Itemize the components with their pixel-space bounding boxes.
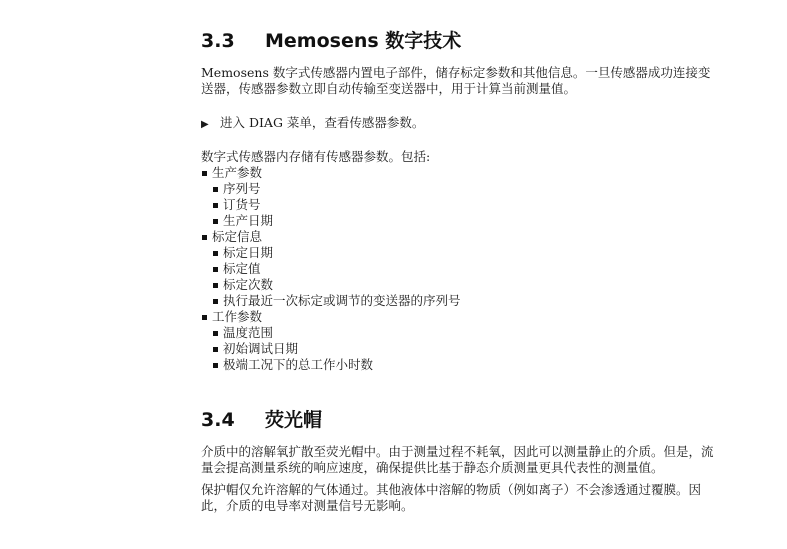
action-step — [201, 115, 721, 133]
section-paragraph: 保护帽仅允许溶解的气体通过。其他液体中溶解的物质（例如离子）不会渗透通过覆膜。因此，介质的电导率对测量信号无影响。 — [201, 482, 702, 513]
list-item: 标定日期 — [212, 245, 721, 261]
list-intro: 数字式传感器内存储有传感器参数。包括: — [201, 149, 431, 164]
list-item — [201, 229, 721, 309]
group-label: 工作参数 — [212, 309, 263, 324]
list-item — [201, 165, 721, 229]
section-number: 3.3 — [201, 30, 235, 52]
arrow-right-icon: ▶ — [201, 119, 209, 130]
section-heading-3-4 — [201, 405, 721, 432]
list-item: 执行最近一次标定或调节的变送器的序列号 — [212, 293, 721, 309]
document-page — [201, 26, 721, 514]
section-title: Memosens 数字技术 — [265, 30, 462, 52]
list-item: 生产日期 — [212, 213, 721, 229]
list-item: 订货号 — [212, 197, 721, 213]
list-item: 极端工况下的总工作小时数 — [212, 357, 721, 373]
section-heading-3-3 — [201, 26, 721, 53]
group-label: 生产参数 — [212, 165, 263, 180]
section-title: 荧光帽 — [265, 409, 323, 431]
action-step-text: 进入 DIAG 菜单，查看传感器参数。 — [220, 115, 425, 130]
parameter-list — [201, 165, 721, 373]
list-item: 初始调试日期 — [212, 341, 721, 357]
section-number: 3.4 — [201, 409, 235, 431]
list-item: 标定值 — [212, 261, 721, 277]
section-paragraph: Memosens 数字式传感器内置电子部件，储存标定参数和其他信息。一旦传感器成功连接变送器，传感器参数立即自动传输至变送器中，用于计算当前测量值。 — [201, 65, 711, 96]
list-item: 温度范围 — [212, 325, 721, 341]
group-label: 标定信息 — [212, 229, 263, 244]
list-item: 序列号 — [212, 181, 721, 197]
section-paragraph: 介质中的溶解氧扩散至荧光帽中。由于测量过程不耗氧，因此可以测量静止的介质。但是，流量会提高测量系统的响应速度，确保提供比基于静态介质测量更具代表性的测量值。 — [201, 444, 714, 475]
list-item — [201, 309, 721, 373]
list-item: 标定次数 — [212, 277, 721, 293]
